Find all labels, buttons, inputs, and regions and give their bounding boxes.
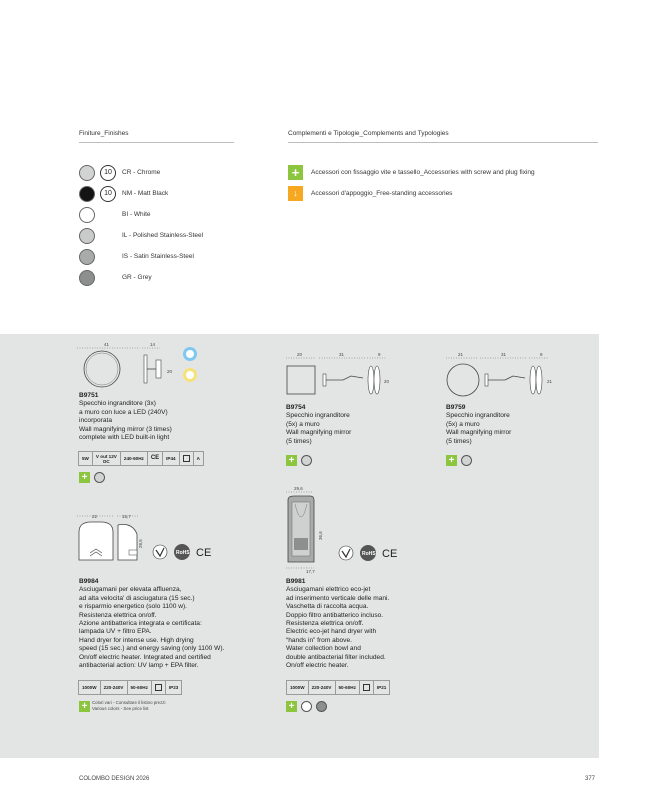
complement-label: Accessori con fissaggio vite e tassello_Accessories with screw and plug fixing: [311, 169, 535, 176]
finish-label: CR - Chrome: [122, 169, 161, 176]
color-note-it: Colori vari - Consultare il listino prezzi: [92, 700, 166, 705]
download-arrow-icon: ↓: [288, 186, 303, 201]
spec-class-ii-icon: [180, 452, 194, 465]
finish-swatch-chrome: [79, 165, 95, 181]
spec-class-ii-icon: [152, 681, 166, 694]
plus-icon: +: [446, 455, 457, 466]
desc-line: On/off electric heater.: [286, 662, 349, 670]
b9754-dim-height: 20: [384, 379, 390, 384]
b9754-dim-arm: 31: [339, 352, 345, 357]
product-code: B9754: [286, 404, 306, 411]
plus-icon: +: [79, 701, 90, 712]
complement-label: Accessori d'appoggio_Free-standing accessories: [311, 190, 453, 197]
finish-swatch-satin-steel: [79, 249, 95, 265]
ce-mark: CE: [382, 548, 398, 560]
page-number: 377: [585, 776, 596, 782]
b9759-dim-width: 21: [458, 352, 464, 357]
finish-label: IL - Polished Stainless-Steel: [122, 232, 204, 239]
b9759-dim-height: 21: [547, 379, 553, 384]
finish-swatch-matt-black: [79, 186, 95, 202]
spec-power: 1000W: [287, 681, 309, 694]
b9759-description: [446, 404, 511, 446]
b9751-spec-bar: [78, 451, 204, 466]
desc-line: Asciugamani per elevata affluenza,: [79, 586, 182, 594]
b9981-drawing: [282, 482, 402, 574]
desc-line: Azione antibatterica integrata e certificata:: [79, 620, 202, 628]
finish-swatch-white: [79, 207, 95, 223]
finish-row-polished-steel: [79, 227, 203, 244]
finish-badge: 10: [100, 186, 116, 202]
desc-line: Doppio filtro antibatterico incluso.: [286, 611, 384, 619]
desc-line: Wall magnifying mirror (3 times): [79, 425, 172, 433]
desc-line: speed (15 sec.) and energy saving (only 1100 W).: [79, 645, 225, 653]
finish-label: IS - Satin Stainless-Steel: [122, 253, 194, 260]
desc-line: “hands in” from above.: [286, 636, 352, 644]
spec-frequency: 50-60Hz: [128, 681, 152, 694]
complement-row-free-standing: [288, 186, 452, 201]
finish-row-white: [79, 206, 151, 223]
finish-swatch-chrome: [301, 455, 312, 466]
desc-line: On/off electric heater. Integrated and certified: [79, 653, 211, 661]
color-note: [92, 700, 165, 711]
b9754-options: [286, 455, 312, 466]
b9984-options: [79, 701, 90, 712]
desc-line: Specchio ingranditore: [286, 412, 350, 420]
finish-swatch-chrome: [94, 472, 105, 483]
ce-mark: CE: [196, 547, 212, 559]
desc-line: Specchio ingranditore (3x): [79, 400, 156, 408]
desc-line: e risparmio energetico (solo 1100 w).: [79, 603, 187, 611]
desc-line: Water collection bowl and: [286, 645, 361, 653]
spec-ce: CE: [148, 452, 163, 465]
b9759-options: [446, 455, 472, 466]
b9751-drawing: [74, 342, 209, 392]
finish-label: GR - Grey: [122, 274, 152, 281]
product-code: B9984: [79, 578, 99, 585]
b9759-dim-arm: 31: [501, 352, 507, 357]
desc-line: lampada UV + filtro EPA.: [79, 628, 152, 636]
complements-heading: Complementi e Tipologie_Complements and Typologies: [288, 130, 598, 143]
b9759-drawing: [443, 352, 558, 402]
b9981-options: [286, 701, 327, 712]
desc-line: Vaschetta di raccolta acqua.: [286, 603, 369, 611]
spec-power: 1000W: [79, 681, 101, 694]
finish-row-matt-black: [79, 185, 168, 202]
desc-line: (5x) a muro: [446, 420, 480, 428]
spec-ip: IP44: [163, 452, 179, 465]
finish-label: BI - White: [122, 211, 151, 218]
footer-brand: COLOMBO DESIGN 2026: [79, 776, 150, 782]
spec-voltage: 220-240V: [309, 681, 336, 694]
spec-frequency: 240-60Hz: [121, 452, 148, 465]
plus-icon: +: [79, 472, 90, 483]
product-code: B9751: [79, 392, 99, 399]
spec-class-ii-icon: [360, 681, 374, 694]
desc-line: double antibacterial filter included.: [286, 653, 386, 661]
desc-line: Electric eco-jet hand dryer with: [286, 628, 377, 636]
b9751-dim-height: 20: [167, 369, 173, 374]
desc-line: Wall magnifying mirror: [286, 429, 352, 437]
desc-line: incorporata: [79, 417, 112, 425]
desc-line: Resistenza elettrica on/off.: [286, 620, 364, 628]
b9984-spec-bar: [78, 680, 182, 695]
b9754-description: [286, 404, 351, 446]
b9751-dim-width: 41: [104, 342, 110, 347]
b9751-dim-depth: 14: [150, 342, 156, 347]
finish-swatch-polished-steel: [79, 228, 95, 244]
b9984-drawing: [74, 510, 214, 570]
desc-line: Specchio ingranditore: [446, 412, 510, 420]
b9751-options: [79, 472, 105, 483]
rohs-label: RoHS: [362, 551, 376, 557]
plus-icon: +: [286, 701, 297, 712]
spec-ip: IP23: [168, 685, 179, 690]
spec-power: 5W: [79, 452, 93, 465]
desc-line: a muro con luce a LED (240V): [79, 408, 168, 416]
b9759-dim-depth: 9: [540, 352, 543, 357]
plus-icon: +: [286, 455, 297, 466]
desc-line: ad alta velocita' di asciugatura (15 sec.): [79, 594, 195, 602]
finish-swatch-grey: [316, 701, 327, 712]
finish-swatch-grey: [79, 270, 95, 286]
spec-ip: IP21: [376, 685, 387, 690]
b9754-drawing: [283, 352, 393, 402]
product-code: B9981: [286, 578, 306, 585]
desc-line: ad inserimento verticale delle mani.: [286, 594, 390, 602]
b9984-description: [79, 578, 224, 670]
desc-line: Wall magnifying mirror: [446, 429, 512, 437]
b9984-dim-height: 28,5: [138, 539, 143, 548]
spec-frequency: 50-60Hz: [336, 681, 360, 694]
b9981-dim-depth: 17,7: [306, 569, 315, 574]
desc-line: (5x) a muro: [286, 420, 320, 428]
b9981-description: [286, 578, 389, 670]
b9754-dim-width: 20: [297, 352, 303, 357]
finish-swatch-white: [301, 701, 312, 712]
rohs-label: RoHS: [176, 550, 190, 556]
desc-line: Hand dryer for intense use. High drying: [79, 636, 194, 644]
b9984-dim-width: 22: [92, 514, 98, 519]
spec-voltage-out: V out 12V DC: [93, 452, 121, 465]
desc-line: (5 times): [446, 437, 472, 445]
finish-row-satin-steel: [79, 248, 194, 265]
finish-badge: 10: [100, 165, 116, 181]
b9754-dim-depth: 9: [378, 352, 381, 357]
b9981-dim-height: 36,6: [318, 531, 323, 540]
desc-line: Asciugamani elettrico eco-jet: [286, 586, 371, 594]
b9981-dim-width: 29,6: [294, 486, 303, 491]
spec-voltage: 220-240V: [101, 681, 128, 694]
plus-icon: +: [288, 165, 303, 180]
product-code: B9759: [446, 404, 466, 411]
finishes-heading: Finiture_Finishes: [79, 130, 234, 143]
desc-line: complete with LED built-in light: [79, 434, 170, 442]
b9981-spec-bar: [286, 680, 390, 695]
desc-line: antibacterial action: UV lamp + EPA filter.: [79, 662, 199, 670]
complement-row-screw-fixing: [288, 165, 535, 180]
b9984-dim-depth: 15,7: [122, 514, 131, 519]
b9751-description: [79, 392, 172, 442]
finish-row-grey: [79, 269, 152, 286]
spec-energy-class: A: [196, 456, 200, 461]
desc-line: (5 times): [286, 437, 312, 445]
desc-line: Resistenza elettrica on/off.: [79, 611, 157, 619]
color-note-en: Various colors - See price list: [92, 705, 149, 711]
finish-swatch-chrome: [461, 455, 472, 466]
finish-row-chrome: [79, 164, 160, 181]
finish-label: NM - Matt Black: [122, 190, 169, 197]
